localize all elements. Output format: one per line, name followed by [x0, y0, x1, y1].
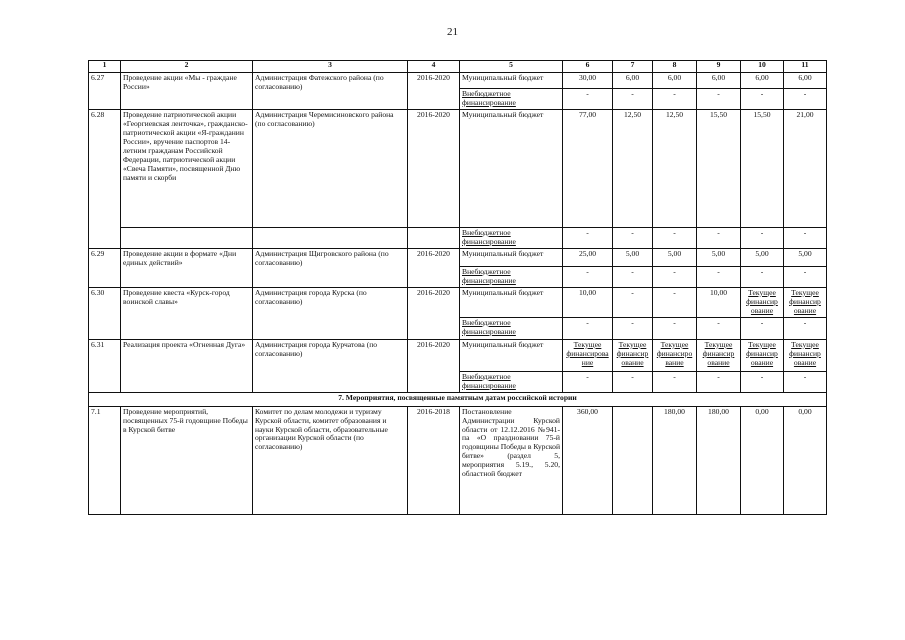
row-number: 7.1: [89, 406, 121, 514]
value-cell: 10,00: [563, 287, 613, 317]
value-cell: -: [563, 266, 613, 287]
value-cell: 5,00: [653, 248, 697, 266]
value-cell: Текущее финансиро вание: [653, 339, 697, 371]
value-cell: 77,00: [563, 109, 613, 227]
section-title: 7. Мероприятия, посвященные памятным датам российской истории: [89, 392, 827, 406]
value-cell: 21,00: [784, 109, 827, 227]
period: 2016-2020: [408, 339, 460, 392]
period: 2016-2020: [408, 287, 460, 339]
value-cell: 6,00: [613, 73, 653, 89]
value-cell: -: [563, 317, 613, 339]
value-cell: 5,00: [784, 248, 827, 266]
value-cell: -: [697, 371, 741, 392]
value-cell: -: [613, 317, 653, 339]
value-cell: 15,50: [741, 109, 784, 227]
empty-cell: [408, 227, 460, 248]
program-table: [88, 60, 827, 515]
measure-name: Проведение акции «Мы - граждане России»: [121, 73, 253, 110]
value-cell: Текущее финансир ование: [784, 287, 827, 317]
value-cell: 0,00: [784, 406, 827, 514]
value-cell: 25,00: [563, 248, 613, 266]
value-cell: 6,00: [653, 73, 697, 89]
table-row: [89, 227, 827, 248]
value-cell: -: [784, 317, 827, 339]
value-cell: 12,50: [613, 109, 653, 227]
table-row: [89, 73, 827, 89]
value-cell: -: [741, 89, 784, 110]
col-header-5: 5: [460, 61, 563, 73]
value-cell: -: [653, 266, 697, 287]
value-cell: -: [697, 227, 741, 248]
value-cell: -: [563, 371, 613, 392]
value-cell: [613, 406, 653, 514]
value-cell: -: [613, 287, 653, 317]
value-cell: 10,00: [697, 287, 741, 317]
col-header-3: 3: [253, 61, 408, 73]
value-cell: -: [613, 266, 653, 287]
col-header-10: 10: [741, 61, 784, 73]
value-cell: 180,00: [653, 406, 697, 514]
value-cell: 12,50: [653, 109, 697, 227]
value-cell: -: [784, 371, 827, 392]
measure-name: Проведение квеста «Курск-город воинской славы»: [121, 287, 253, 339]
value-cell: -: [741, 317, 784, 339]
table-row: [89, 406, 827, 514]
value-cell: 360,00: [563, 406, 613, 514]
funding-source: Внебюджетное финансирование: [460, 371, 563, 392]
page-number: 21: [447, 26, 458, 38]
value-cell: -: [697, 266, 741, 287]
executor: Администрация города Курчатова (по согласованию): [253, 339, 408, 392]
header-row: [89, 61, 827, 73]
funding-source: Внебюджетное финансирование: [460, 89, 563, 110]
measure-name: Проведение патриотической акции «Георгиевская ленточка», гражданско-патриотической акции «Я-гражданин России», вручение паспортов 14-летним гражданам Российской Федерации, патриотической акции «Свеча Памяти», посвященной Дню памяти и скорби: [121, 109, 253, 227]
value-cell: 6,00: [784, 73, 827, 89]
value-cell: -: [653, 287, 697, 317]
value-cell: Текущее финансир ование: [697, 339, 741, 371]
value-cell: -: [784, 89, 827, 110]
col-header-6: 6: [563, 61, 613, 73]
value-cell: 180,00: [697, 406, 741, 514]
value-cell: -: [653, 371, 697, 392]
period: 2016-2020: [408, 248, 460, 287]
value-cell: -: [613, 371, 653, 392]
table-row: [89, 248, 827, 266]
row-number: 6.28: [89, 109, 121, 248]
funding-source: Внебюджетное финансирование: [460, 227, 563, 248]
measure-name: Проведение акции в формате «Дни единых действий»: [121, 248, 253, 287]
funding-source: Муниципальный бюджет: [460, 339, 563, 371]
period: 2016-2020: [408, 109, 460, 227]
value-cell: -: [563, 89, 613, 110]
value-cell: 0,00: [741, 406, 784, 514]
empty-cell: [253, 227, 408, 248]
value-cell: Текущее финансир ование: [784, 339, 827, 371]
funding-source: Муниципальный бюджет: [460, 109, 563, 227]
value-cell: -: [741, 227, 784, 248]
value-cell: 5,00: [613, 248, 653, 266]
col-header-2: 2: [121, 61, 253, 73]
table-row: [89, 287, 827, 317]
col-header-9: 9: [697, 61, 741, 73]
value-cell: Текущее финансир ование: [741, 287, 784, 317]
executor: Администрация Фатежского района (по согласованию): [253, 73, 408, 110]
value-cell: Текущее финансир ование: [613, 339, 653, 371]
value-cell: -: [563, 227, 613, 248]
value-cell: -: [741, 266, 784, 287]
funding-source: Муниципальный бюджет: [460, 248, 563, 266]
col-header-4: 4: [408, 61, 460, 73]
funding-source: Внебюджетное финансирование: [460, 266, 563, 287]
value-cell: -: [741, 371, 784, 392]
row-number: 6.27: [89, 73, 121, 110]
measure-name: Проведение мероприятий, посвященных 75-й годовщине Победы в Курской битве: [121, 406, 253, 514]
section-row: [89, 392, 827, 406]
funding-source: Внебюджетное финансирование: [460, 317, 563, 339]
period: 2016-2018: [408, 406, 460, 514]
value-cell: -: [613, 227, 653, 248]
funding-source: Постановление Администрации Курской области от 12.12.2016 №941-па «О праздновании 75-й годовщины Победы в Курской битве» (раздел 5, мероприятия 5.19., 5.20, областной бюджет: [460, 406, 563, 514]
value-cell: -: [653, 89, 697, 110]
value-cell: 30,00: [563, 73, 613, 89]
col-header-11: 11: [784, 61, 827, 73]
value-cell: -: [613, 89, 653, 110]
value-cell: Текущее финансир ование: [741, 339, 784, 371]
col-header-7: 7: [613, 61, 653, 73]
row-number: 6.29: [89, 248, 121, 287]
funding-source: Муниципальный бюджет: [460, 287, 563, 317]
col-header-1: 1: [89, 61, 121, 73]
value-cell: -: [697, 317, 741, 339]
value-cell: Текущее финансирова ние: [563, 339, 613, 371]
table-row: [89, 339, 827, 371]
executor: Комитет по делам молодежи и туризму Курской области, комитет образования и науки Курской области, образовательные организации Курской области (по согласованию): [253, 406, 408, 514]
value-cell: 6,00: [697, 73, 741, 89]
value-cell: -: [697, 89, 741, 110]
value-cell: 5,00: [741, 248, 784, 266]
measure-name: Реализация проекта «Огненная Дуга»: [121, 339, 253, 392]
table-row: [89, 109, 827, 227]
executor: Администрация города Курска (по согласованию): [253, 287, 408, 339]
value-cell: 6,00: [741, 73, 784, 89]
value-cell: 5,00: [697, 248, 741, 266]
row-number: 6.31: [89, 339, 121, 392]
value-cell: 15,50: [697, 109, 741, 227]
empty-cell: [121, 227, 253, 248]
col-header-8: 8: [653, 61, 697, 73]
value-cell: -: [653, 317, 697, 339]
value-cell: -: [653, 227, 697, 248]
value-cell: -: [784, 266, 827, 287]
executor: Администрация Черемисиновского района (по согласованию): [253, 109, 408, 227]
funding-source: Муниципальный бюджет: [460, 73, 563, 89]
period: 2016-2020: [408, 73, 460, 110]
executor: Администрация Щигровского района (по согласованию): [253, 248, 408, 287]
value-cell: -: [784, 227, 827, 248]
row-number: 6.30: [89, 287, 121, 339]
